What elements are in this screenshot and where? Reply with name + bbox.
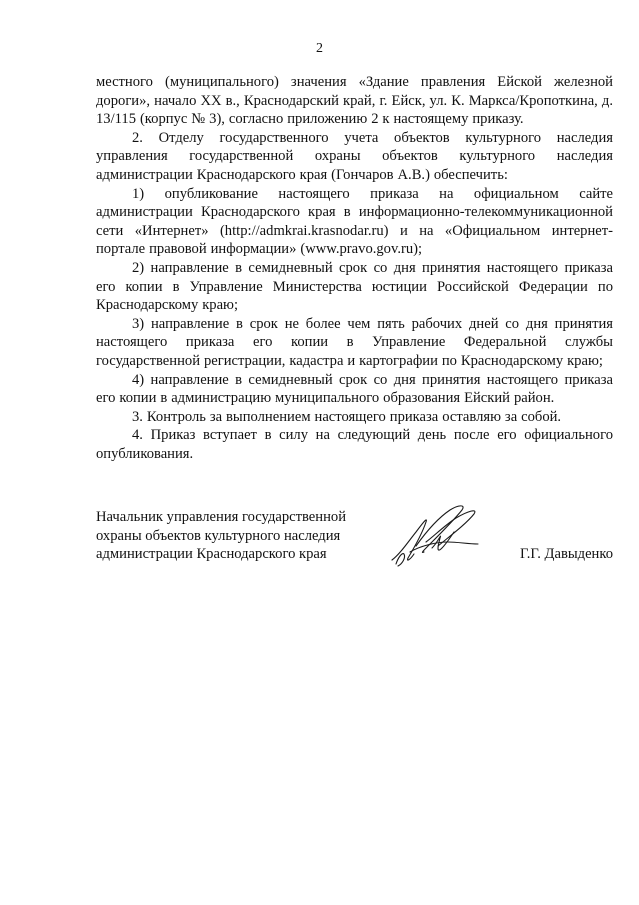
signatory-position-line: Начальник управления государственной — [96, 509, 347, 525]
body-paragraph: 4) направление в семидневный срок со дня принятия настоящего приказа его копии в администрацию муниципального образования Ейский район. — [96, 371, 613, 407]
body-paragraph: местного (муниципального) значения «Здание правления Ейской железной дороги», начало XX в., Краснодарский край, г. Ейск, ул. К. Маркса/Кропоткина, д. 13/115 (корпус № 3), согласно приложению 2 к настоящему приказу. — [96, 74, 613, 128]
handwritten-signature — [386, 502, 496, 572]
signatory-name: Г.Г. Давыденко — [519, 546, 613, 562]
body-paragraph: 2) направление в семидневный срок со дня принятия настоящего приказа его копии в Управление Министерства юстиции Российской Федерации по Краснодарскому краю; — [96, 259, 613, 314]
document-body — [96, 73, 613, 463]
body-paragraph: 3. Контроль за выполнением настоящего приказа оставляю за собой. — [132, 408, 562, 425]
body-paragraph: 1) опубликование настоящего приказа на официальном сайте администрации Краснодарского края в информационно-телекоммуникационной сети «Интернет» (http://admkrai.krasnodar.ru) и на «Официальном интернет-портале правовой информации» (www.pravo.gov.ru); — [96, 185, 613, 258]
signature-block — [96, 508, 613, 578]
signatory-position-line: администрации Краснодарского края — [96, 546, 327, 563]
page-number: 2 — [316, 41, 323, 56]
signatory-position — [96, 508, 376, 564]
signatory-position-line: охраны объектов культурного наследия — [96, 527, 341, 544]
body-paragraph: 2. Отделу государственного учета объектов культурного наследия управления государственной охраны объектов культурного наследия администрации Краснодарского края (Гончаров А.В.) обеспечить: — [96, 129, 613, 183]
body-paragraph: 3) направление в срок не более чем пять рабочих дней со дня принятия настоящего приказа его копии в Управление Федеральной службы государственной регистрации, кадастра и картографии по Краснодарскому краю; — [96, 315, 613, 369]
body-paragraph: 4. Приказ вступает в силу на следующий день после его официального опубликования. — [96, 427, 613, 462]
